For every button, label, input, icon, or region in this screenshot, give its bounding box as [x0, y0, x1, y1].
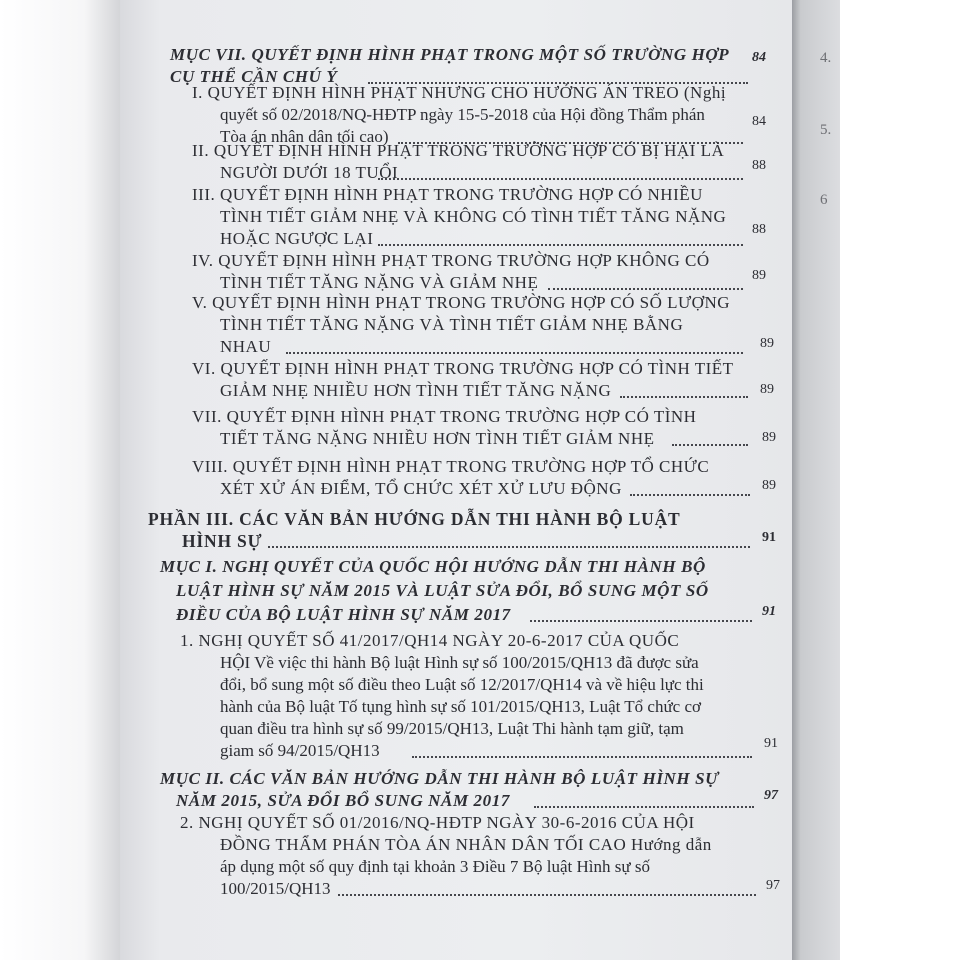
entry-text-line: VIII. QUYẾT ĐỊNH HÌNH PHẠT TRONG TRƯỜNG HỢP TỔ CHỨC	[192, 457, 710, 476]
page-number: 89	[760, 336, 774, 351]
page-number: 84	[752, 50, 766, 65]
leader-dots	[268, 544, 750, 548]
entry-text-line: I. QUYẾT ĐỊNH HÌNH PHẠT NHƯNG CHO HƯỞNG ÁN TREO (Nghị	[192, 83, 727, 102]
entry-text-line: II. QUYẾT ĐỊNH HÌNH PHẠT TRONG TRƯỜNG HỢP CÓ BỊ HẠI LÀ	[192, 141, 725, 160]
page-number: 91	[762, 530, 776, 545]
leader-dots	[338, 892, 756, 896]
leader-dots	[534, 804, 754, 808]
entry-text-line: HỘI Về việc thi hành Bộ luật Hình sự số 100/2015/QH13 đã được sửa	[220, 653, 699, 672]
entry-text-line: VI. QUYẾT ĐỊNH HÌNH PHẠT TRONG TRƯỜNG HỢP CÓ TÌNH TIẾT	[192, 359, 734, 378]
entry-text-line: 2. NGHỊ QUYẾT SỐ 01/2016/NQ-HĐTP NGÀY 30-6-2016 CỦA HỘI	[180, 813, 695, 832]
side-number: 5.	[820, 122, 832, 138]
side-number: 4.	[820, 50, 832, 66]
entry-text-line: quyết số 02/2018/NQ-HĐTP ngày 15-5-2018 của Hội đồng Thẩm phán	[220, 105, 705, 124]
entry-text-line: áp dụng một số quy định tại khoản 3 Điều 7 Bộ luật Hình sự số	[220, 857, 650, 876]
entry-text-line: TÌNH TIẾT TĂNG NẶNG VÀ TÌNH TIẾT GIẢM NHẸ BẰNG	[220, 315, 684, 334]
entry-text-line: GIẢM NHẸ NHIỀU HƠN TÌNH TIẾT TĂNG NẶNG	[220, 381, 612, 400]
entry-text-line: MỤC II. CÁC VĂN BẢN HƯỚNG DẪN THI HÀNH BỘ LUẬT HÌNH SỰ	[160, 769, 719, 788]
page-number: 89	[762, 478, 776, 493]
entry-text-line: NGƯỜI DƯỚI 18 TUỔI	[220, 163, 399, 182]
leader-dots	[286, 350, 743, 354]
page-number: 97	[764, 788, 778, 803]
entry-text-line: IV. QUYẾT ĐỊNH HÌNH PHẠT TRONG TRƯỜNG HỢP KHÔNG CÓ	[192, 251, 710, 270]
leader-dots	[630, 492, 750, 496]
entry-text-line: TÌNH TIẾT TĂNG NẶNG VÀ GIẢM NHẸ	[220, 273, 539, 292]
page-number: 91	[764, 736, 778, 751]
leader-dots	[620, 394, 748, 398]
leader-dots	[378, 176, 743, 180]
leader-dots	[412, 754, 752, 758]
leader-dots	[548, 286, 743, 290]
entry-text-line: HÌNH SỰ	[182, 531, 263, 551]
leader-dots	[378, 242, 743, 246]
entry-text-line: LUẬT HÌNH SỰ NĂM 2015 VÀ LUẬT SỬA ĐỔI, BỔ SUNG MỘT SỐ	[176, 581, 709, 600]
leader-dots	[672, 442, 748, 446]
entry-text-line: ĐIỀU CỦA BỘ LUẬT HÌNH SỰ NĂM 2017	[176, 605, 511, 624]
leader-dots	[530, 618, 752, 622]
page-number: 89	[762, 430, 776, 445]
page-number: 88	[752, 222, 766, 237]
entry-text-line: Tòa án nhân dân tối cao)	[220, 127, 389, 146]
entry-text-line: V. QUYẾT ĐỊNH HÌNH PHẠT TRONG TRƯỜNG HỢP CÓ SỐ LƯỢNG	[192, 293, 731, 312]
entry-text-line: PHẦN III. CÁC VĂN BẢN HƯỚNG DẪN THI HÀNH BỘ LUẬT	[148, 509, 681, 529]
entry-text-line: MỤC VII. QUYẾT ĐỊNH HÌNH PHẠT TRONG MỘT SỐ TRƯỜNG HỢP	[170, 45, 730, 64]
entry-text-line: 100/2015/QH13	[220, 879, 331, 898]
entry-text-line: III. QUYẾT ĐỊNH HÌNH PHẠT TRONG TRƯỜNG HỢP CÓ NHIỀU	[192, 185, 703, 204]
entry-text-line: hành của Bộ luật Tố tụng hình sự số 101/2015/QH13, Luật Tổ chức cơ	[220, 697, 702, 716]
page-number: 97	[766, 878, 780, 893]
page-number: 89	[760, 382, 774, 397]
entry-text-line: đổi, bổ sung một số điều theo Luật số 12/2017/QH14 và về hiệu lực thi	[220, 675, 704, 694]
entry-text-line: NĂM 2015, SỬA ĐỔI BỔ SUNG NĂM 2017	[176, 791, 510, 810]
entry-text-line: TIẾT TĂNG NẶNG NHIỀU HƠN TÌNH TIẾT GIẢM NHẸ	[220, 429, 655, 448]
page-number: 89	[752, 268, 766, 283]
entry-text-line: HOẶC NGƯỢC LẠI	[220, 229, 374, 248]
page-number: 91	[762, 604, 776, 619]
page-number: 84	[752, 114, 766, 129]
entry-text-line: MỤC I. NGHỊ QUYẾT CỦA QUỐC HỘI HƯỚNG DẪN THI HÀNH BỘ	[160, 557, 706, 576]
entry-text-line: VII. QUYẾT ĐỊNH HÌNH PHẠT TRONG TRƯỜNG HỢP CÓ TÌNH	[192, 407, 697, 426]
entry-text-line: giam số 94/2015/QH13	[220, 741, 380, 760]
entry-text-line: quan điều tra hình sự số 99/2015/QH13, Luật Thi hành tạm giữ, tạm	[220, 719, 684, 738]
side-number: 6	[820, 192, 828, 208]
entry-text-line: TÌNH TIẾT GIẢM NHẸ VÀ KHÔNG CÓ TÌNH TIẾT TĂNG NẶNG	[220, 207, 727, 226]
entry-text-line: CỤ THỂ CẦN CHÚ Ý	[170, 67, 338, 86]
entry-text-line: XÉT XỬ ÁN ĐIỂM, TỔ CHỨC XÉT XỬ LƯU ĐỘNG	[220, 479, 622, 498]
entry-text-line: NHAU	[220, 337, 272, 356]
entry-text-line: 1. NGHỊ QUYẾT SỐ 41/2017/QH14 NGÀY 20-6-2017 CỦA QUỐC	[180, 631, 680, 650]
entry-text-line: ĐỒNG THẨM PHÁN TÒA ÁN NHÂN DÂN TỐI CAO Hướng dẫn	[220, 835, 712, 854]
page-number: 88	[752, 158, 766, 173]
